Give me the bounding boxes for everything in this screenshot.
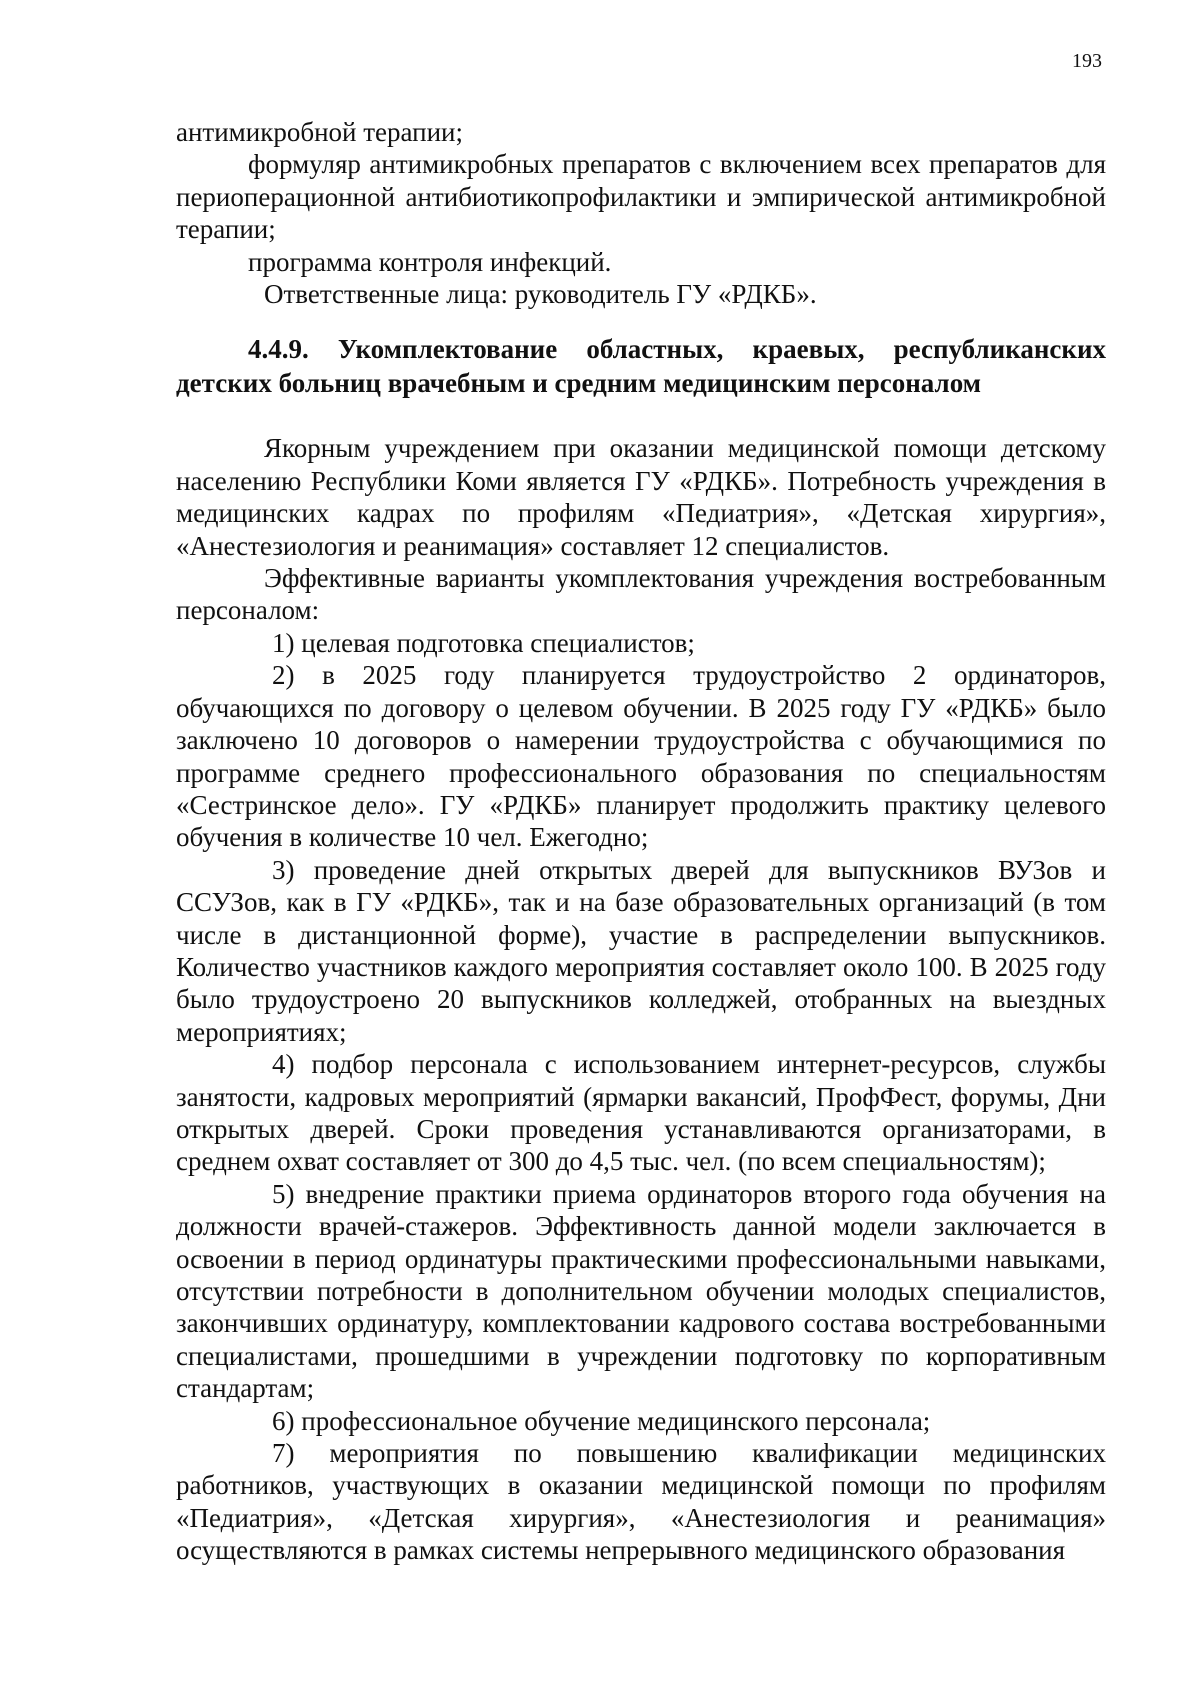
list-item: 6) профессиональное обучение медицинского персонала; [272,1405,931,1436]
list-item: 3) проведение дней открытых дверей для выпускников ВУЗов и ССУЗов, как в ГУ «РДКБ», так и на базе образовательных организаций (в том числе в дистанционной форме), участие в распределении выпускников. Количество участников каждого мероприятия составляет около 100. В 2025 году было трудоустроено 20 выпускников колледжей, отобранных на выездных мероприятиях; [176,854,1106,1047]
list-item: 5) внедрение практики приема ординаторов второго года обучения на должности врачей-стажеров. Эффективность данной модели заключается в освоении в период ординатуры практическими профессиональными навыками, отсутствии потребности в дополнительном обучении молодых специалистов, закончивших ординатуру, комплектовании кадрового состава востребованными специалистами, прошедшими в учреждении подготовку по корпоративным стандартам; [176,1178,1106,1404]
list-item: 7) мероприятия по повышению квалификации медицинских работников, участвующих в оказании медицинской помощи по профилям «Педиатрия», «Детская хирургия», «Анестезиология и реанимация» осуществляются в рамках системы непрерывного медицинского образования [176,1438,1106,1566]
section-paragraph: Эффективные варианты укомплектования учреждения востребованным персоналом: [176,563,1106,626]
list-item: 1) целевая подготовка специалистов; [272,627,695,658]
intro-line: антимикробной терапии; [176,117,463,147]
formulary-item: формуляр антимикробных препаратов с включением всех препаратов для периоперационной антибиотикопрофилактики и эмпирической антимикробной терапии; [176,149,1106,245]
infection-program-item: программа контроля инфекций. [248,246,612,277]
section-paragraph: Якорным учреждением при оказании медицинской помощи детскому населению Республики Коми является ГУ «РДКБ». Потребность учреждения в медицинских кадрах по профилям «Педиатрия», «Детская хирургия», «Анестезиология и реанимация» составляет 12 специалистов. [176,433,1106,561]
responsible-persons: Ответственные лица: руководитель ГУ «РДКБ». [264,279,817,310]
list-item: 2) в 2025 году планируется трудоустройство 2 ординаторов, обучающихся по договору о целевом обучении. В 2025 году ГУ «РДКБ» было заключено 10 договоров о намерении трудоустройства с обучающимися по программе среднего профессионального образования по специальностям «Сестринское дело». ГУ «РДКБ» планирует продолжить практику целевого обучения в количестве 10 чел. Ежегодно; [176,660,1106,853]
section-heading: 4.4.9. Укомплектование областных, краевых, республиканских детских больниц врачебным и средним медицинским персоналом [176,334,1106,399]
list-item: 4) подбор персонала с использованием интернет-ресурсов, службы занятости, кадровых мероприятий (ярмарки вакансий, ПрофФест, форумы, Дни открытых дверей. Сроки проведения устанавливаются организаторами, в среднем охват составляет от 300 до 4,5 тыс. чел. (по всем специальностям); [176,1049,1106,1177]
document-body [176,116,1106,1567]
page-number: 193 [1072,50,1102,72]
